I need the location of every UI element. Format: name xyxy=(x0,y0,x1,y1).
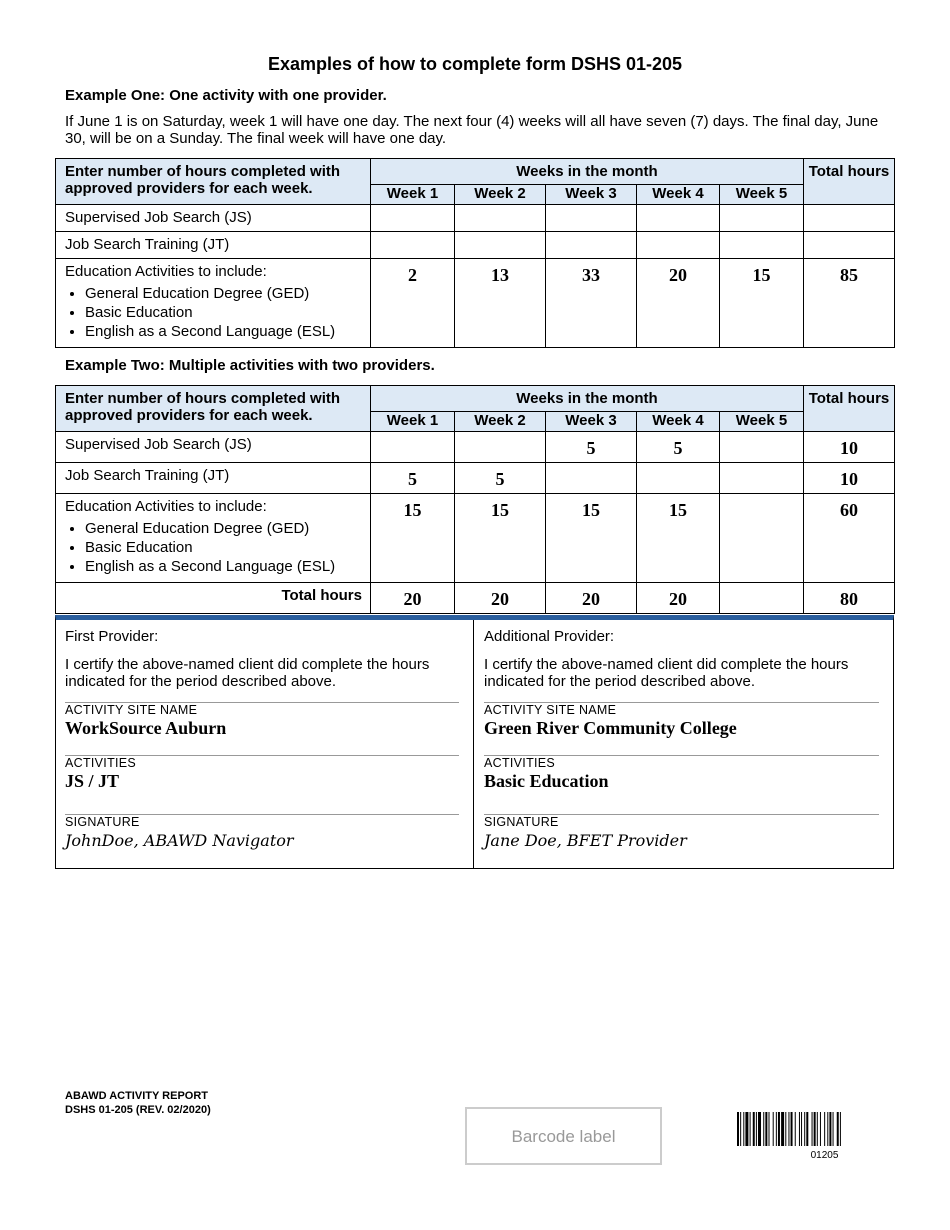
hours-cell[interactable] xyxy=(546,232,637,259)
signature-value: Jane Doe, BFET Provider xyxy=(484,831,687,850)
hours-column-header: Enter number of hours completed with approved providers for each week. xyxy=(56,386,371,432)
week-header: Week 1 xyxy=(371,185,455,205)
hours-cell[interactable]: 15 xyxy=(455,494,546,583)
total-cell[interactable]: 20 xyxy=(455,583,546,614)
total-cell[interactable]: 20 xyxy=(546,583,637,614)
activity-site-field[interactable] xyxy=(484,702,879,739)
hours-cell[interactable] xyxy=(546,463,637,494)
field-label: ACTIVITIES xyxy=(65,756,137,770)
table-row xyxy=(56,232,895,259)
first-provider-label: First Provider: xyxy=(65,628,159,645)
form-number: DSHS 01-205 (REV. 02/2020) xyxy=(65,1104,211,1116)
hours-cell[interactable] xyxy=(720,432,804,463)
additional-provider-label: Additional Provider: xyxy=(484,628,615,645)
hours-cell[interactable]: 5 xyxy=(637,432,720,463)
list-item: • Basic Education xyxy=(85,538,361,557)
hours-cell[interactable]: 15 xyxy=(546,494,637,583)
table-row xyxy=(56,259,895,348)
total-cell[interactable]: 10 xyxy=(804,463,895,494)
provider-certification-section xyxy=(55,615,894,869)
example-one-intro: If June 1 is on Saturday, week 1 will have one day. The next four (4) weeks will all have seven (7) days. The final day, June 30, will be on a Sunday. The final week will have one day. xyxy=(65,113,879,147)
hours-cell[interactable] xyxy=(637,463,720,494)
hours-cell[interactable] xyxy=(546,205,637,232)
form-footer xyxy=(65,1089,211,1117)
form-name: ABAWD ACTIVITY REPORT xyxy=(65,1090,209,1102)
hours-column-header: Enter number of hours completed with approved providers for each week. xyxy=(56,159,371,205)
certification-text: I certify the above-named client did complete the hours indicated for the period described above. xyxy=(65,656,430,690)
activity-label: Job Search Training (JT) xyxy=(56,232,371,259)
activity-label: Education Activities to include: xyxy=(65,263,267,280)
week-header: Week 4 xyxy=(637,412,720,432)
activities-value: Basic Education xyxy=(484,771,609,791)
education-activities-cell xyxy=(56,259,371,348)
list-item: • Basic Education xyxy=(85,303,361,322)
activity-site-value: WorkSource Auburn xyxy=(65,718,227,738)
hours-cell[interactable] xyxy=(371,205,455,232)
hours-cell[interactable] xyxy=(455,232,546,259)
list-item: • English as a Second Language (ESL) xyxy=(85,322,361,341)
first-provider-panel xyxy=(56,620,474,868)
hours-cell[interactable] xyxy=(637,232,720,259)
total-cell[interactable]: 85 xyxy=(804,259,895,348)
hours-cell[interactable]: 15 xyxy=(371,494,455,583)
field-label: ACTIVITIES xyxy=(484,756,556,770)
activities-value: JS / JT xyxy=(65,771,120,791)
activity-site-value: Green River Community College xyxy=(484,718,737,738)
table-row xyxy=(56,463,895,494)
hours-cell[interactable]: 5 xyxy=(546,432,637,463)
week-header: Week 5 xyxy=(720,412,804,432)
total-hours-header: Total hours xyxy=(804,386,895,432)
hours-cell[interactable]: 33 xyxy=(546,259,637,348)
hours-cell[interactable] xyxy=(371,432,455,463)
signature-field[interactable] xyxy=(484,814,879,850)
total-hours-header: Total hours xyxy=(804,159,895,205)
education-list xyxy=(65,519,361,576)
activities-field[interactable] xyxy=(65,755,459,792)
hours-cell[interactable]: 5 xyxy=(371,463,455,494)
hours-cell[interactable] xyxy=(720,205,804,232)
weeks-group-header: Weeks in the month xyxy=(371,159,804,185)
activity-label: Supervised Job Search (JS) xyxy=(56,432,371,463)
additional-provider-panel xyxy=(475,620,893,868)
signature-field[interactable] xyxy=(65,814,459,850)
example-two-table xyxy=(55,385,895,614)
field-label: SIGNATURE xyxy=(484,815,559,829)
hours-cell[interactable]: 15 xyxy=(720,259,804,348)
total-cell[interactable] xyxy=(804,205,895,232)
education-list xyxy=(65,284,361,341)
week-header: Week 2 xyxy=(455,185,546,205)
field-label: ACTIVITY SITE NAME xyxy=(65,703,198,717)
week-header: Week 2 xyxy=(455,412,546,432)
hours-cell[interactable]: 15 xyxy=(637,494,720,583)
table-row xyxy=(56,205,895,232)
hours-cell[interactable]: 2 xyxy=(371,259,455,348)
education-activities-cell xyxy=(56,494,371,583)
barcode-number: 01205 xyxy=(810,1150,839,1161)
grand-total-cell[interactable]: 80 xyxy=(804,583,895,614)
total-cell[interactable] xyxy=(804,232,895,259)
certification-text: I certify the above-named client did complete the hours indicated for the period described above. xyxy=(484,656,849,690)
total-row xyxy=(56,583,895,614)
hours-cell[interactable] xyxy=(455,432,546,463)
total-cell[interactable]: 10 xyxy=(804,432,895,463)
table-row xyxy=(56,494,895,583)
total-cell[interactable]: 20 xyxy=(371,583,455,614)
week-header: Week 3 xyxy=(546,412,637,432)
activity-site-field[interactable] xyxy=(65,702,459,739)
page-title: Examples of how to complete form DSHS 01-205 xyxy=(267,54,683,74)
activity-label: Job Search Training (JT) xyxy=(56,463,371,494)
hours-cell[interactable] xyxy=(720,494,804,583)
week-header: Week 4 xyxy=(637,185,720,205)
activity-label: Education Activities to include: xyxy=(65,498,267,515)
example-two-heading: Example Two: Multiple activities with two providers. xyxy=(65,357,435,374)
activity-label: Supervised Job Search (JS) xyxy=(56,205,371,232)
signature-value: JohnDoe, ABAWD Navigator xyxy=(65,831,294,850)
total-cell[interactable]: 20 xyxy=(637,583,720,614)
weeks-group-header: Weeks in the month xyxy=(371,386,804,412)
week-header: Week 1 xyxy=(371,412,455,432)
barcode-label-box: Barcode label xyxy=(465,1107,662,1165)
list-item: • English as a Second Language (ESL) xyxy=(85,557,361,576)
field-label: SIGNATURE xyxy=(65,815,140,829)
total-cell[interactable] xyxy=(720,583,804,614)
hours-cell[interactable]: 20 xyxy=(637,259,720,348)
barcode-icon xyxy=(737,1112,912,1146)
example-one-heading: Example One: One activity with one provider. xyxy=(65,87,387,104)
hours-cell[interactable] xyxy=(720,232,804,259)
hours-cell[interactable] xyxy=(637,205,720,232)
total-cell[interactable]: 60 xyxy=(804,494,895,583)
hours-cell[interactable] xyxy=(455,205,546,232)
hours-cell[interactable]: 5 xyxy=(455,463,546,494)
example-one-table xyxy=(55,158,895,348)
activities-field[interactable] xyxy=(484,755,879,792)
hours-cell[interactable] xyxy=(371,232,455,259)
week-header: Week 5 xyxy=(720,185,804,205)
hours-cell[interactable] xyxy=(720,463,804,494)
total-hours-label: Total hours xyxy=(56,583,371,614)
list-item: • General Education Degree (GED) xyxy=(85,519,361,538)
table-row xyxy=(56,432,895,463)
list-item: • General Education Degree (GED) xyxy=(85,284,361,303)
field-label: ACTIVITY SITE NAME xyxy=(484,703,617,717)
hours-cell[interactable]: 13 xyxy=(455,259,546,348)
week-header: Week 3 xyxy=(546,185,637,205)
